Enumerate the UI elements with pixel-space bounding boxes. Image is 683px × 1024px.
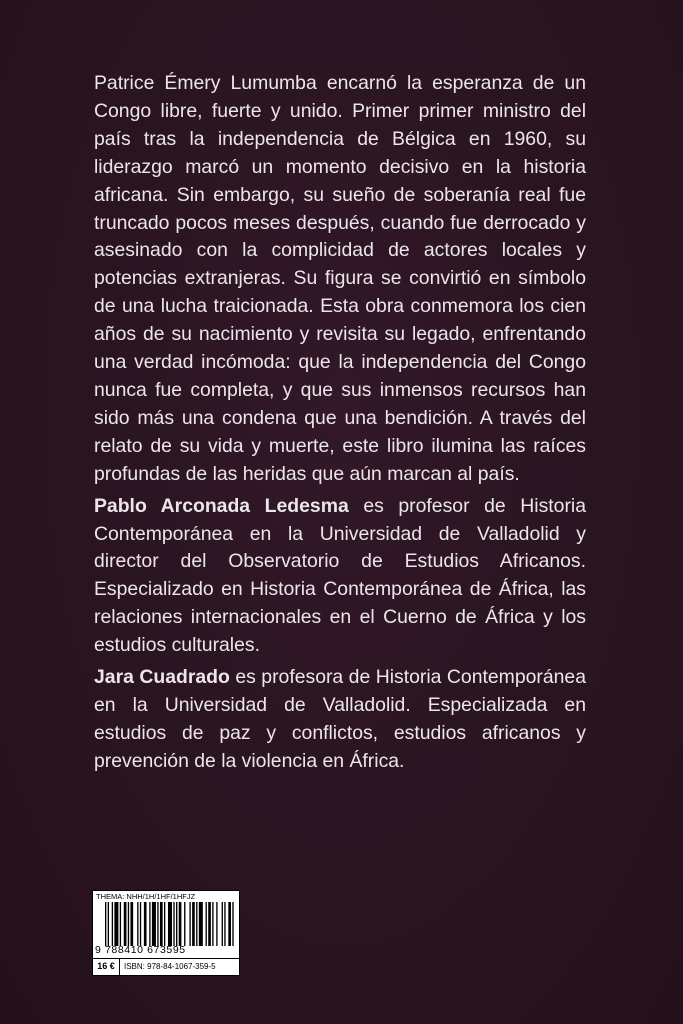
barcode-digits: 9 788410 673595 [95, 944, 186, 956]
synopsis-paragraph: Patrice Émery Lumumba encarnó la esperanza de un Congo libre, fuerte y unido. Primer primer ministro del país tras la independencia de Bélgica en 1960, su liderazgo marcó un momento decisivo en la historia africana. Sin embargo, su sueño de soberanía real fue truncado pocos meses después, cuando fue derrocado y asesinado con la complicidad de actores locales y potencias extranjeras. Su figura se convirtió en símbolo de una lucha traicionada. Esta obra conmemora los cien años de su nacimiento y revisita su legado, enfrentando una verdad incómoda: que la independencia del Congo nunca fue completa, y que sus inmensos recursos han sido más una condena que una bendición. A través del relato de su vida y muerte, este libro ilumina las raíces profundas de las heridas que aún marcan al país. [94, 72, 586, 485]
barcode-label [92, 890, 240, 976]
price-label: 16 € [93, 959, 120, 975]
isbn-label: ISBN: 978-84-1067-359-5 [124, 962, 216, 971]
price-isbn-row [93, 958, 239, 975]
author-bio-1 [94, 493, 586, 660]
author-bio-2 [94, 664, 586, 776]
author-bio-text-1: es profesor de Historia Contemporánea en la Universidad de Valladolid y director del Observatorio de Estudios Africanos. Especializado en Historia Contemporánea de África, las relaciones internacionales en el Cuerno de África y los estudios culturales. [94, 494, 586, 657]
author-name-1: Pablo Arconada Ledesma [94, 494, 349, 517]
barcode-bars [105, 902, 235, 946]
author-bio-text-2: es profesora de Historia Contemporánea en la Universidad de Valladolid. Especializada en estudios de paz y conflictos, estudios africanos y prevención de la violencia en África. [94, 666, 586, 772]
author-name-2: Jara Cuadrado [94, 666, 230, 689]
back-cover-text [94, 70, 586, 780]
thema-code: THEMA: NHH/1H/1HF/1HFJZ [96, 892, 196, 901]
